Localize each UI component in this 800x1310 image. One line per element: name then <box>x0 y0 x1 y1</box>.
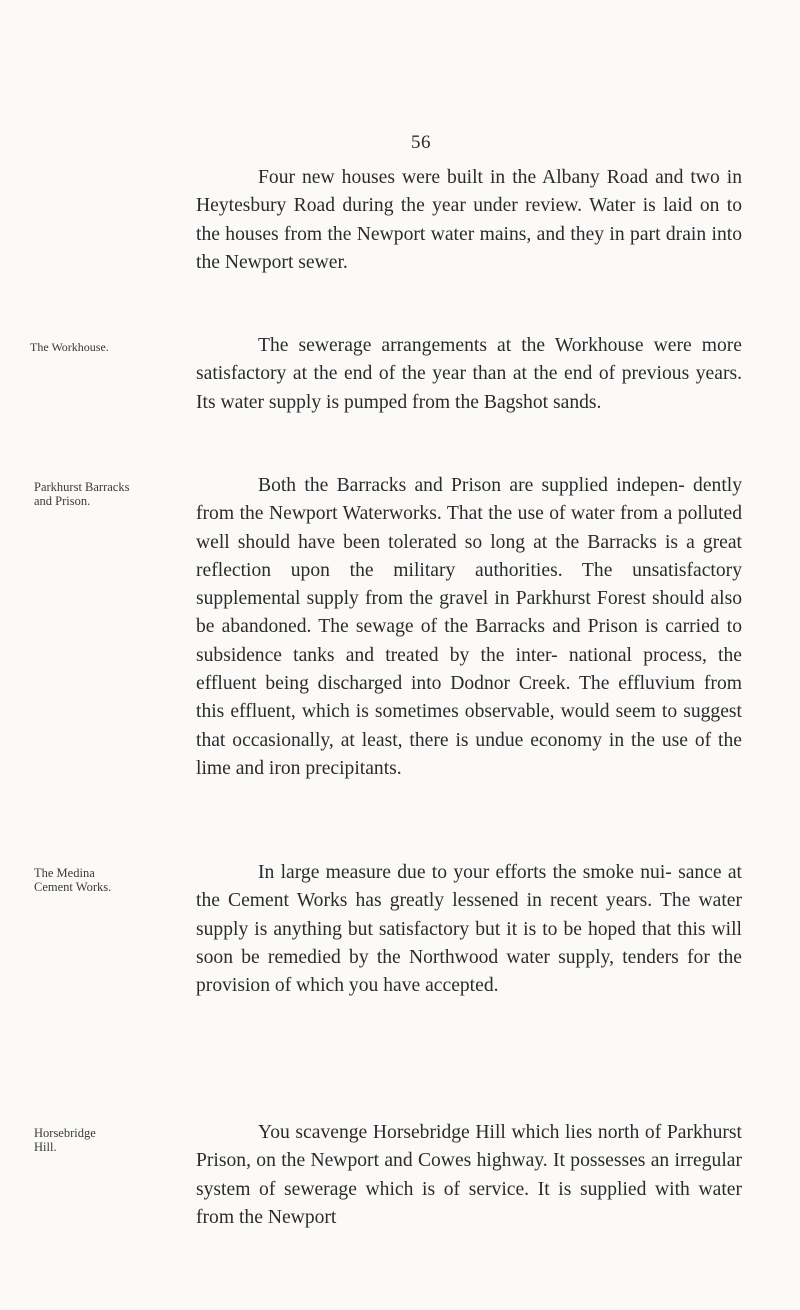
paragraph-workhouse: The sewerage arrangements at the Workhouse were more satisfactory at the end of the year than at the end of previous years. Its water supply is pumped from the Bagshot sands. <box>196 335 742 413</box>
margin-note-medina: The Medina Cement Works. <box>34 866 112 894</box>
margin-note-parkhurst: Parkhurst Barracks and Prison. <box>34 480 130 508</box>
paragraph-medina: In large measure due to your efforts the smoke nui- sance at the Cement Works has greatly lessened in recent years. The water supply is anything but satisfactory but it is to be hoped that this will soon be remedied by the Northwood water supply, tenders for the provision of which you have accepted. <box>196 862 742 997</box>
margin-note-workhouse: The Workhouse. <box>30 340 109 354</box>
margin-note-horsebridge: Horsebridge Hill. <box>34 1126 96 1154</box>
paragraph-parkhurst: Both the Barracks and Prison are supplied indepen- dently from the Newport Waterworks. That the use of water from a polluted well should have been tolerated so long at the Barracks is a great reflection upon the military authorities. The unsatisfactory supplemental supply from the gravel in Parkhurst Forest should also be abandoned. The sewage of the Barracks and Prison is carried to subsidence tanks and treated by the inter- national process, the effluent being discharged into Dodnor Creek. The effluvium from this effluent, which is sometimes observable, would seem to suggest that occasionally, at least, there is undue economy in the use of the lime and iron precipitants. <box>196 475 742 779</box>
page-number: 56 <box>411 132 431 153</box>
paragraph-horsebridge: You scavenge Horsebridge Hill which lies north of Parkhurst Prison, on the Newport and Cowes highway. It possesses an irregular system of sewerage which is of service. It is supplied with water from the Newport <box>196 1122 742 1228</box>
paragraph-intro: Four new houses were built in the Albany Road and two in Heytesbury Road during the year under review. Water is laid on to the houses from the Newport water mains, and they in part drain into the Newport sewer. <box>196 167 742 273</box>
